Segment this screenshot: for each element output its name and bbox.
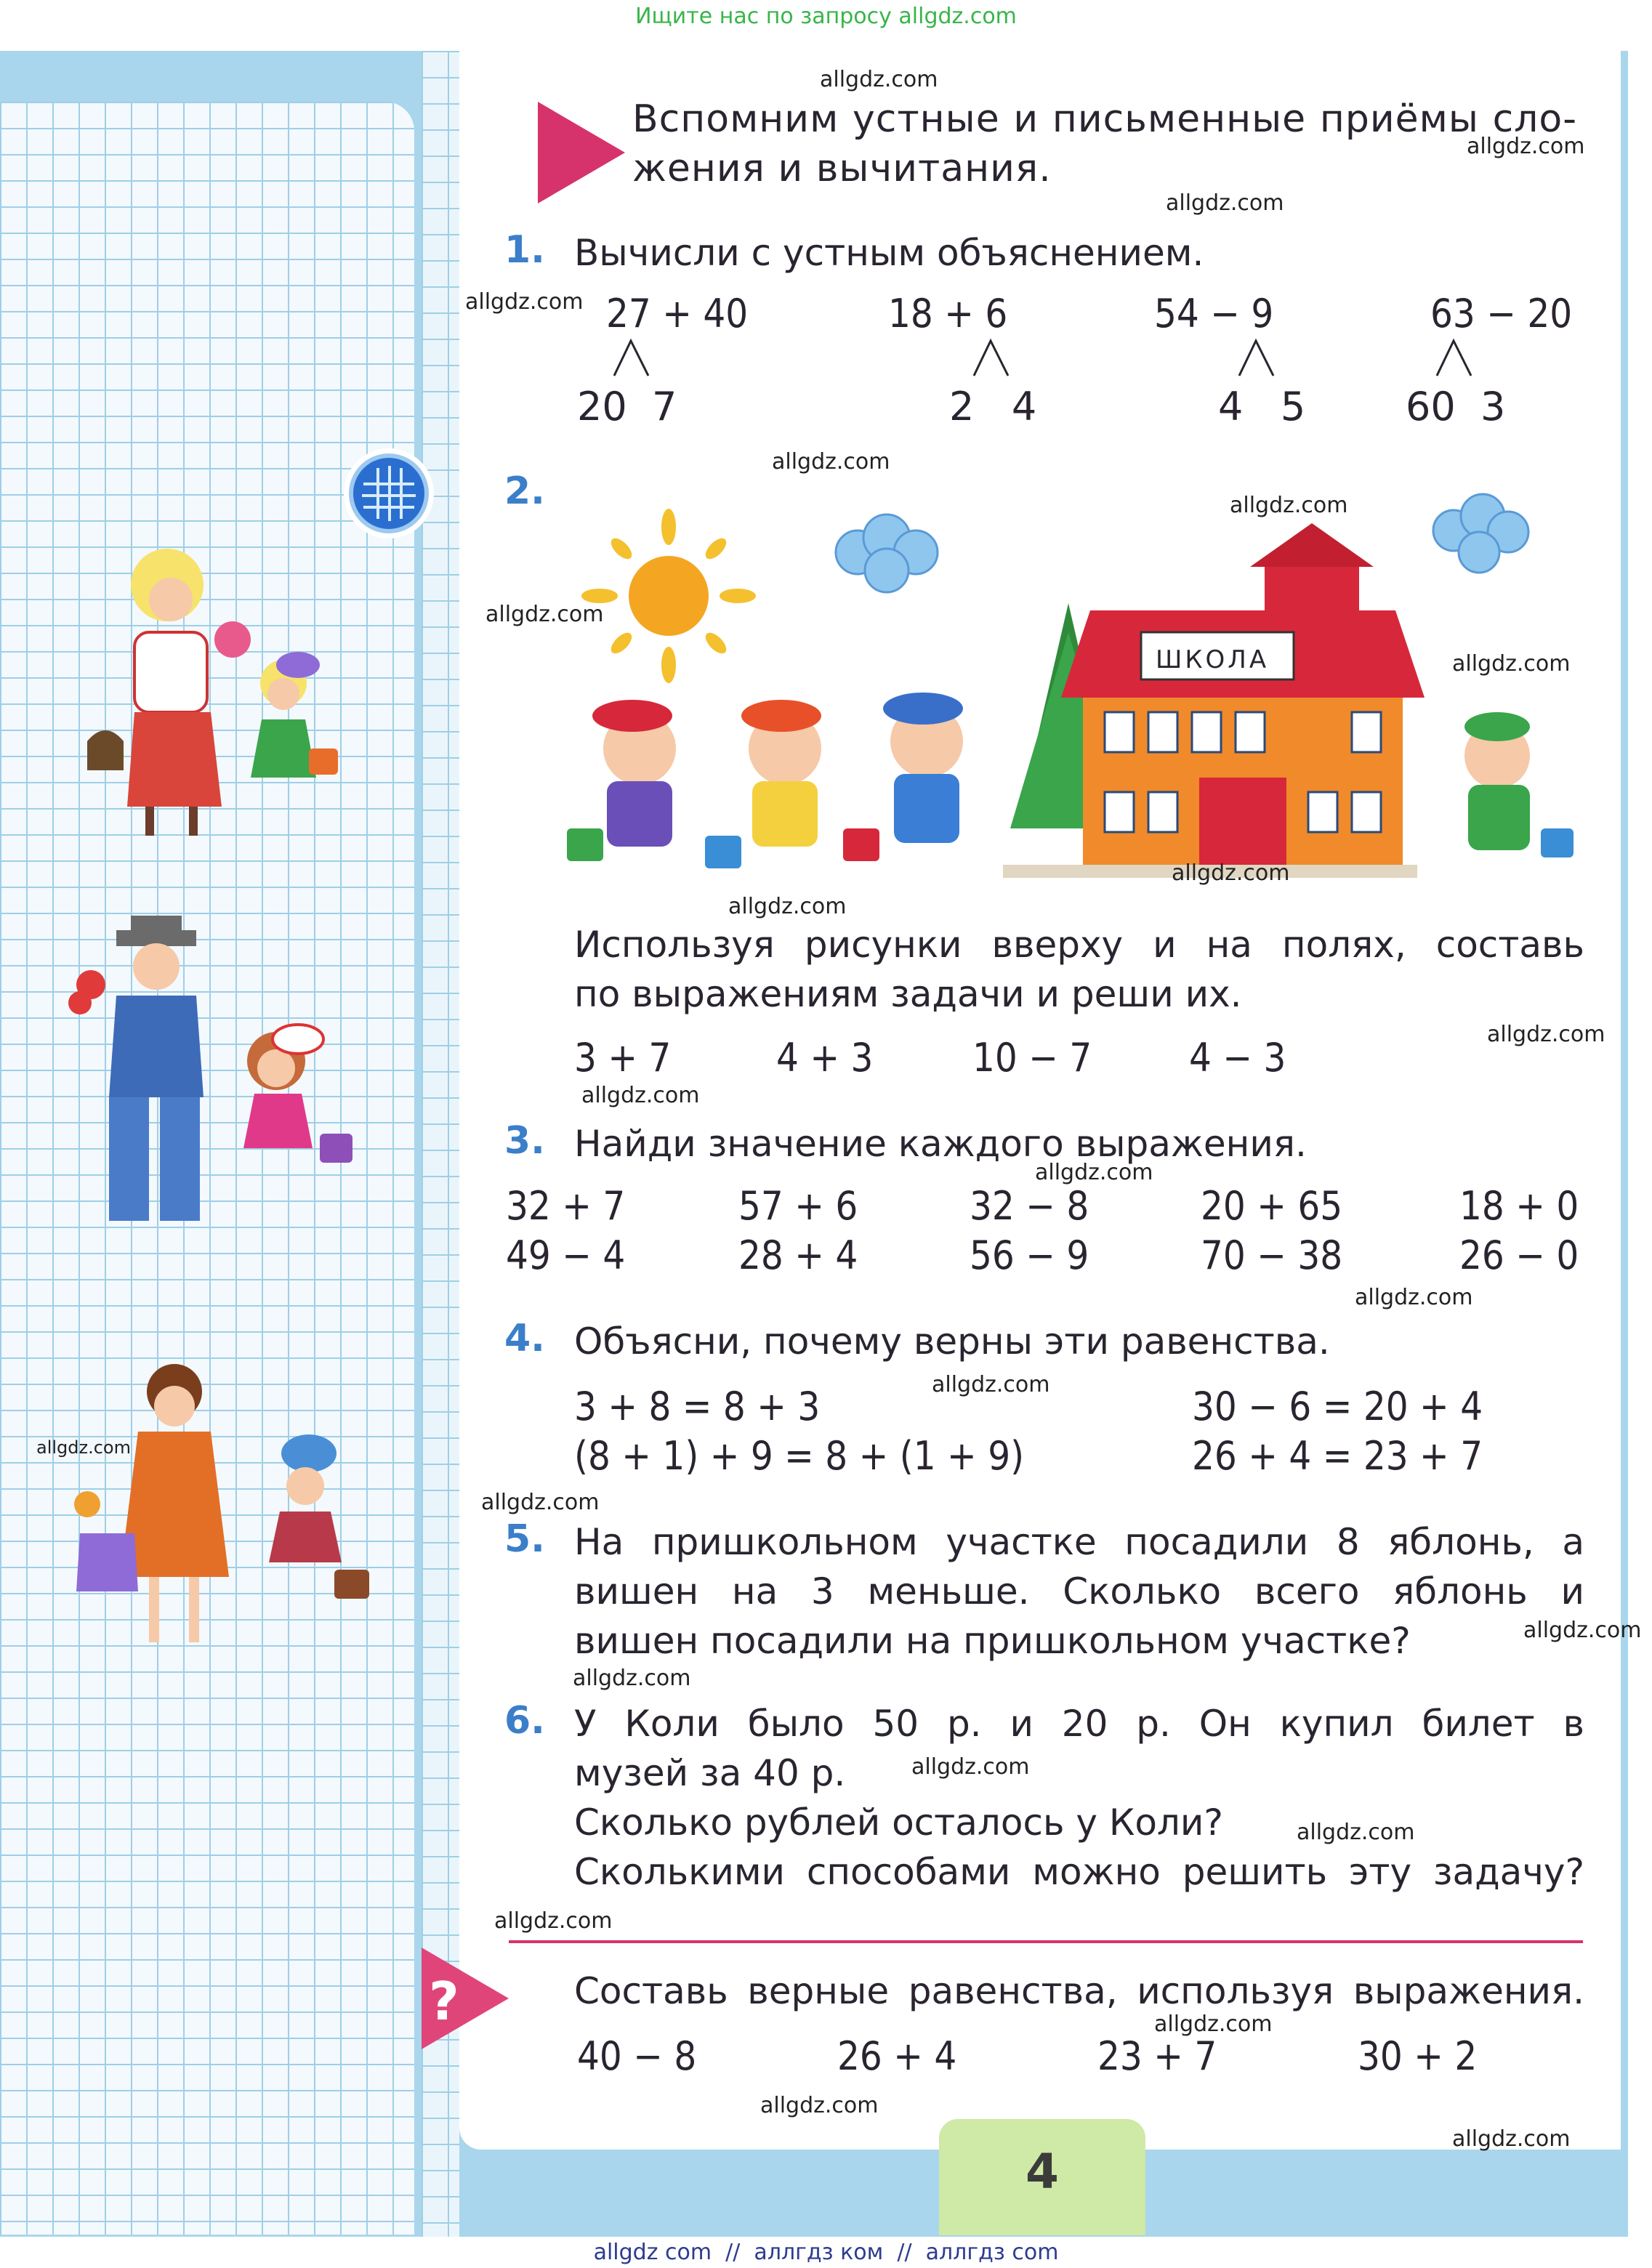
intro-line-2: жения и вычитания.	[632, 147, 1052, 190]
school-illustration	[552, 487, 1599, 894]
watermark: allgdz.com	[1166, 190, 1284, 216]
task-1-expr-1: 27 + 40	[606, 291, 749, 336]
watermark: allgdz.com	[1467, 134, 1585, 159]
watermark: allgdz.com	[932, 1372, 1050, 1397]
question-mark: ?	[429, 1971, 459, 2032]
watermark: allgdz.com	[1154, 2011, 1273, 2037]
split-mark-1	[611, 338, 654, 378]
intro-line-1: Вспомним устные и письменные приёмы сло-	[632, 97, 1577, 141]
bonus-expr-4: 30 + 2	[1358, 2033, 1478, 2079]
task-6-number: 6.	[504, 1699, 545, 1743]
bonus-expr-2: 26 + 4	[837, 2033, 957, 2079]
watermark: allgdz.com	[494, 1908, 613, 1934]
task-3-row2-5: 26 − 0	[1459, 1232, 1579, 1278]
watermark: allgdz.com	[573, 1666, 691, 1691]
task-6-line-1: У Коли было 50 р. и 20 р. Он купил билет в	[574, 1703, 1584, 1745]
task-4-eq-right-1: 30 − 6 = 20 + 4	[1192, 1384, 1483, 1429]
watermark: allgdz.com	[1297, 1820, 1415, 1845]
task-6-line-3: Сколько рублей осталось у Коли?	[574, 1801, 1223, 1844]
task-5-line-2: вишен на 3 меньше. Сколько всего яблонь и	[574, 1570, 1584, 1613]
watermark: allgdz.com	[465, 289, 584, 315]
watermark: allgdz.com	[36, 1437, 131, 1458]
task-2-expr-3: 10 − 7	[972, 1035, 1092, 1081]
task-1-expr-2: 18 + 6	[888, 291, 1008, 336]
task-3-row1-5: 18 + 0	[1459, 1183, 1579, 1229]
task-3-row2-3: 56 − 9	[970, 1232, 1089, 1278]
watermark: allgdz.com	[728, 894, 847, 919]
intro-triangle-icon	[534, 102, 629, 203]
task-5-line-1: На пришкольном участке посадили 8 яблонь, а	[574, 1521, 1584, 1563]
task-4-eq-left-1: 3 + 8 = 8 + 3	[574, 1384, 821, 1429]
task-3-title: Найди значение каждого выражения.	[574, 1123, 1307, 1165]
watermark: allgdz.com	[911, 1754, 1030, 1780]
grid-strip	[422, 51, 459, 2237]
task-3-number: 3.	[504, 1119, 545, 1163]
bottom-banner[interactable]: allgdz com // аллгдз ком // аллгдз com	[593, 2240, 1059, 2265]
section-divider	[509, 1940, 1583, 1943]
bonus-expr-3: 23 + 7	[1097, 2033, 1217, 2079]
top-banner[interactable]: Ищите нас по запросу allgdz.com	[635, 4, 1017, 29]
watermark: allgdz.com	[772, 449, 890, 475]
task-3-row2-2: 28 + 4	[738, 1232, 858, 1278]
watermark: allgdz.com	[581, 1083, 700, 1108]
watermark: allgdz.com	[1487, 1022, 1605, 1047]
task-3-row1-4: 20 + 65	[1201, 1183, 1343, 1229]
task-1-split-4: 60 3	[1406, 384, 1506, 429]
father-daughter-illustration	[58, 916, 363, 1228]
task-3-row2-1: 49 − 4	[506, 1232, 626, 1278]
task-4-number: 4.	[504, 1317, 545, 1360]
watermark: allgdz.com	[1035, 1160, 1153, 1185]
task-6-line-2: музей за 40 р.	[574, 1752, 846, 1794]
watermark: allgdz.com	[1172, 860, 1290, 886]
task-3-row1-2: 57 + 6	[738, 1183, 858, 1229]
mother-daughter-illustration	[65, 530, 356, 836]
watermark: allgdz.com	[1452, 2126, 1571, 2152]
task-6-line-4: Сколькими способами можно решить эту задачу?	[574, 1851, 1584, 1893]
page-number: 4	[1026, 2144, 1059, 2200]
task-3-row2-4: 70 − 38	[1201, 1232, 1343, 1278]
task-1-expr-3: 54 − 9	[1154, 291, 1274, 336]
watermark: allgdz.com	[820, 67, 938, 92]
grid-badge-icon	[342, 446, 436, 541]
task-2-expr-4: 4 − 3	[1189, 1035, 1286, 1081]
watermark: allgdz.com	[481, 1490, 600, 1515]
task-4-eq-left-2: (8 + 1) + 9 = 8 + (1 + 9)	[574, 1433, 1025, 1479]
task-2-text-line-2: по выражениям задачи и реши их.	[574, 973, 1242, 1015]
task-2-text-line-1: Используя рисунки вверху и на полях, составь	[574, 924, 1584, 966]
split-mark-3	[1236, 338, 1279, 378]
task-1-expr-4: 63 − 20	[1430, 291, 1573, 336]
task-1-number: 1.	[504, 228, 545, 272]
split-mark-2	[970, 338, 1014, 378]
task-1-split-1: 20 7	[577, 384, 677, 429]
task-5-number: 5.	[504, 1517, 545, 1561]
watermark: allgdz.com	[1230, 493, 1348, 518]
bonus-expr-1: 40 − 8	[577, 2033, 697, 2079]
task-2-expr-1: 3 + 7	[574, 1035, 672, 1081]
split-mark-4	[1433, 338, 1477, 378]
watermark: allgdz.com	[760, 2093, 879, 2118]
watermark: allgdz.com	[1523, 1618, 1642, 1643]
task-1-split-2: 2 4	[949, 384, 1037, 429]
watermark: allgdz.com	[1452, 651, 1571, 677]
task-3-row1-1: 32 + 7	[506, 1183, 626, 1229]
task-4-title: Объясни, почему верны эти равенства.	[574, 1320, 1330, 1363]
bonus-title: Составь верные равенства, используя выражения.	[574, 1970, 1584, 2012]
task-1-split-3: 4 5	[1218, 384, 1306, 429]
task-5-line-3: вишен посадили на пришкольном участке?	[574, 1620, 1411, 1662]
watermark: allgdz.com	[485, 602, 604, 627]
mother-son-illustration	[65, 1359, 378, 1664]
watermark: allgdz.com	[1355, 1285, 1473, 1310]
task-1-title: Вычисли с устным объяснением.	[574, 232, 1204, 274]
task-3-row1-3: 32 − 8	[970, 1183, 1089, 1229]
task-2-expr-2: 4 + 3	[776, 1035, 874, 1081]
task-2-number: 2.	[504, 469, 545, 513]
school-sign: ШКОЛА	[1156, 645, 1270, 674]
task-4-eq-right-2: 26 + 4 = 23 + 7	[1192, 1433, 1483, 1479]
